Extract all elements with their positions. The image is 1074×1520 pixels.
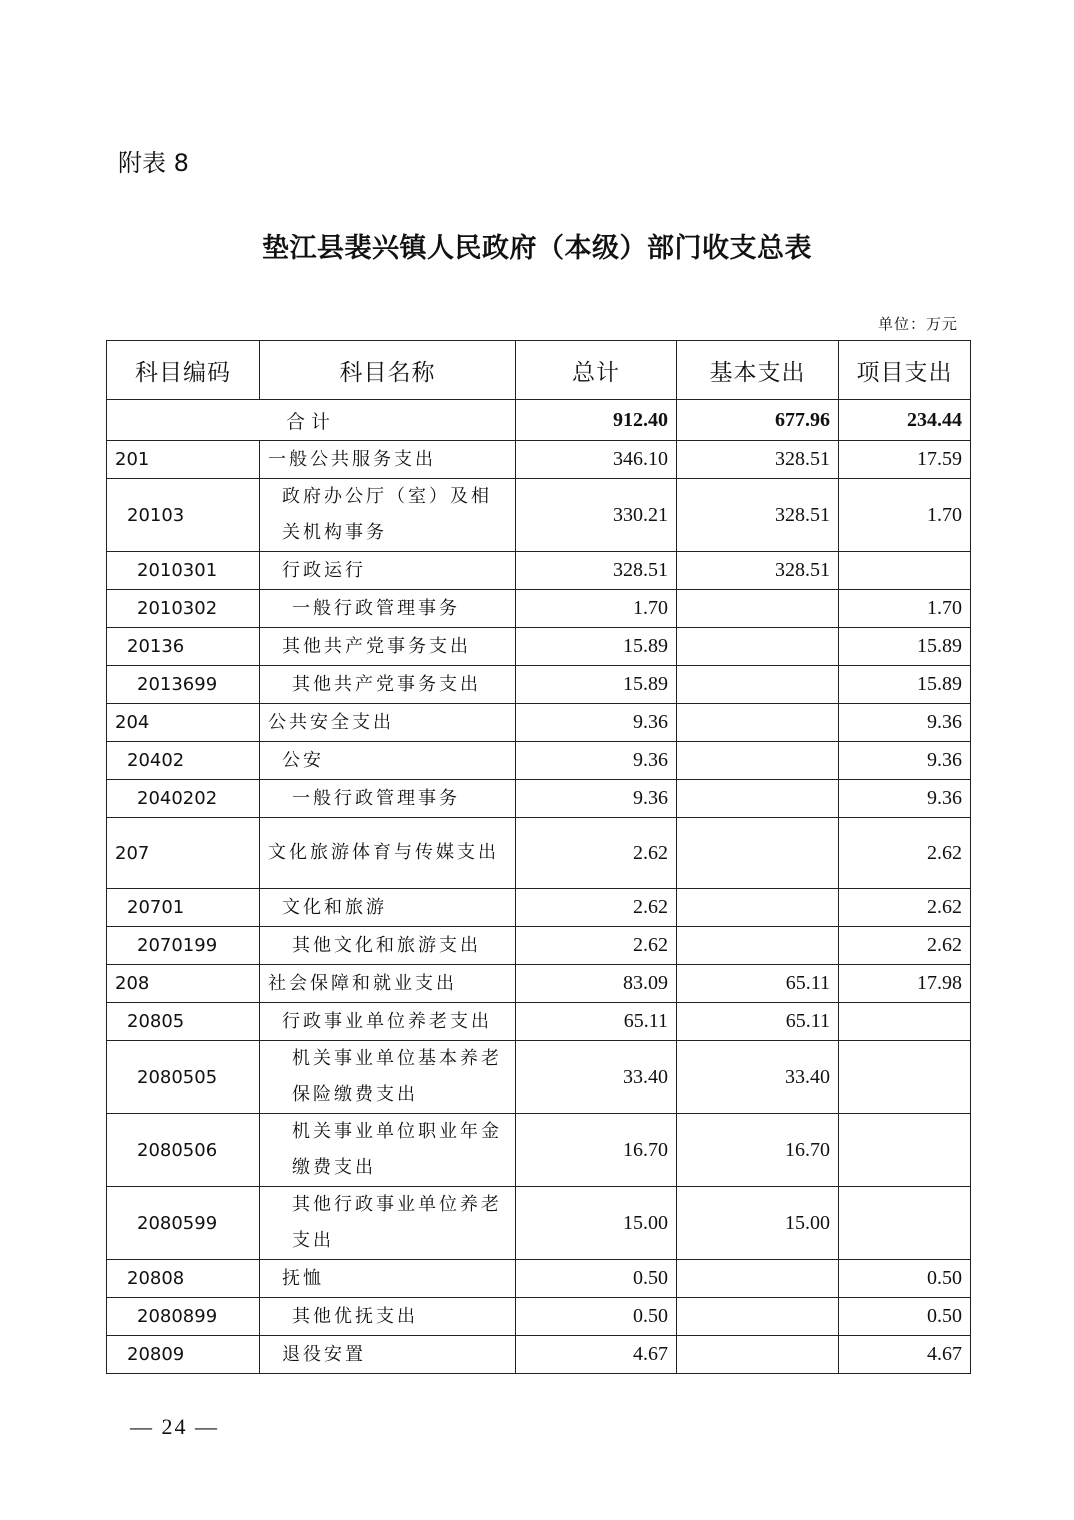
row-project: 1.70 xyxy=(839,590,971,628)
table-header-row xyxy=(107,341,971,400)
table-row xyxy=(107,965,971,1003)
row-project: 9.36 xyxy=(839,742,971,780)
row-name: 文化旅游体育与传媒支出 xyxy=(260,818,516,889)
row-total: 9.36 xyxy=(516,704,677,742)
table-row xyxy=(107,704,971,742)
row-total: 15.89 xyxy=(516,628,677,666)
row-total: 1.70 xyxy=(516,590,677,628)
row-basic: 15.00 xyxy=(677,1187,839,1260)
row-code: 2080505 xyxy=(107,1041,260,1114)
row-basic xyxy=(677,818,839,889)
header-project: 项目支出 xyxy=(839,341,971,400)
row-name: 其他共产党事务支出 xyxy=(260,628,516,666)
table-row xyxy=(107,780,971,818)
row-project: 2.62 xyxy=(839,927,971,965)
row-basic xyxy=(677,704,839,742)
row-name: 一般行政管理事务 xyxy=(260,780,516,818)
row-project: 4.67 xyxy=(839,1336,971,1374)
header-name: 科目名称 xyxy=(260,341,516,400)
row-code: 2040202 xyxy=(107,780,260,818)
page-number: — 24 — xyxy=(130,1414,219,1439)
table-row xyxy=(107,818,971,889)
table-row xyxy=(107,1336,971,1374)
row-total: 330.21 xyxy=(516,479,677,552)
table-row xyxy=(107,1187,971,1260)
table-row xyxy=(107,441,971,479)
row-name: 公共安全支出 xyxy=(260,704,516,742)
row-name: 一般行政管理事务 xyxy=(260,590,516,628)
row-code: 20701 xyxy=(107,889,260,927)
row-total: 65.11 xyxy=(516,1003,677,1041)
header-basic: 基本支出 xyxy=(677,341,839,400)
row-code: 20805 xyxy=(107,1003,260,1041)
row-name: 一般公共服务支出 xyxy=(260,441,516,479)
row-code: 207 xyxy=(107,818,260,889)
row-total: 328.51 xyxy=(516,552,677,590)
row-project: 0.50 xyxy=(839,1260,971,1298)
table-row xyxy=(107,1260,971,1298)
row-code: 208 xyxy=(107,965,260,1003)
row-project: 9.36 xyxy=(839,780,971,818)
total-label: 合计 xyxy=(107,400,516,441)
row-name: 社会保障和就业支出 xyxy=(260,965,516,1003)
row-code: 204 xyxy=(107,704,260,742)
row-code: 2080599 xyxy=(107,1187,260,1260)
row-basic: 328.51 xyxy=(677,479,839,552)
row-project: 15.89 xyxy=(839,666,971,704)
row-code: 2010301 xyxy=(107,552,260,590)
total-total: 912.40 xyxy=(516,400,677,441)
table-row xyxy=(107,742,971,780)
row-total: 2.62 xyxy=(516,818,677,889)
row-total: 15.89 xyxy=(516,666,677,704)
row-project: 15.89 xyxy=(839,628,971,666)
row-total: 33.40 xyxy=(516,1041,677,1114)
row-name: 政府办公厅（室）及相关机构事务 xyxy=(260,479,516,552)
unit-label: 单位：万元 xyxy=(877,315,958,333)
attachment-label: 附表 8 xyxy=(118,149,189,177)
row-basic xyxy=(677,628,839,666)
total-project: 234.44 xyxy=(839,400,971,441)
row-name: 行政事业单位养老支出 xyxy=(260,1003,516,1041)
row-code: 2080899 xyxy=(107,1298,260,1336)
row-code: 20809 xyxy=(107,1336,260,1374)
row-project xyxy=(839,1114,971,1187)
row-total: 0.50 xyxy=(516,1260,677,1298)
row-basic xyxy=(677,1298,839,1336)
row-code: 20136 xyxy=(107,628,260,666)
row-name: 公安 xyxy=(260,742,516,780)
row-basic: 65.11 xyxy=(677,1003,839,1041)
row-code: 2070199 xyxy=(107,927,260,965)
row-code: 20103 xyxy=(107,479,260,552)
row-name: 其他优抚支出 xyxy=(260,1298,516,1336)
row-basic xyxy=(677,1260,839,1298)
table-row xyxy=(107,1114,971,1187)
row-total: 15.00 xyxy=(516,1187,677,1260)
row-name: 机关事业单位基本养老保险缴费支出 xyxy=(260,1041,516,1114)
row-basic: 328.51 xyxy=(677,441,839,479)
row-basic: 328.51 xyxy=(677,552,839,590)
row-basic xyxy=(677,1336,839,1374)
row-project: 17.59 xyxy=(839,441,971,479)
row-code: 20402 xyxy=(107,742,260,780)
table-row xyxy=(107,479,971,552)
total-basic: 677.96 xyxy=(677,400,839,441)
total-row xyxy=(107,400,971,441)
row-name: 文化和旅游 xyxy=(260,889,516,927)
row-total: 83.09 xyxy=(516,965,677,1003)
row-project xyxy=(839,1187,971,1260)
row-code: 2013699 xyxy=(107,666,260,704)
row-total: 0.50 xyxy=(516,1298,677,1336)
row-project: 1.70 xyxy=(839,479,971,552)
row-project xyxy=(839,1041,971,1114)
row-total: 16.70 xyxy=(516,1114,677,1187)
row-basic xyxy=(677,780,839,818)
row-code: 2080506 xyxy=(107,1114,260,1187)
row-basic: 16.70 xyxy=(677,1114,839,1187)
table-row xyxy=(107,552,971,590)
row-basic: 33.40 xyxy=(677,1041,839,1114)
row-total: 9.36 xyxy=(516,780,677,818)
row-code: 2010302 xyxy=(107,590,260,628)
row-name: 抚恤 xyxy=(260,1260,516,1298)
table-row xyxy=(107,889,971,927)
table-row xyxy=(107,1003,971,1041)
budget-table xyxy=(106,340,971,1374)
row-basic xyxy=(677,927,839,965)
table-row xyxy=(107,666,971,704)
row-basic xyxy=(677,666,839,704)
table-row xyxy=(107,628,971,666)
table-row xyxy=(107,1041,971,1114)
table-row xyxy=(107,590,971,628)
document-title: 垫江县裴兴镇人民政府（本级）部门收支总表 xyxy=(262,233,812,264)
table-row xyxy=(107,927,971,965)
row-name: 退役安置 xyxy=(260,1336,516,1374)
row-name: 其他共产党事务支出 xyxy=(260,666,516,704)
row-total: 2.62 xyxy=(516,889,677,927)
row-basic xyxy=(677,742,839,780)
row-project: 17.98 xyxy=(839,965,971,1003)
row-basic: 65.11 xyxy=(677,965,839,1003)
row-name: 其他文化和旅游支出 xyxy=(260,927,516,965)
row-total: 2.62 xyxy=(516,927,677,965)
row-project xyxy=(839,1003,971,1041)
row-project: 9.36 xyxy=(839,704,971,742)
row-project xyxy=(839,552,971,590)
row-code: 201 xyxy=(107,441,260,479)
row-name: 行政运行 xyxy=(260,552,516,590)
row-project: 0.50 xyxy=(839,1298,971,1336)
row-basic xyxy=(677,590,839,628)
row-project: 2.62 xyxy=(839,818,971,889)
row-total: 9.36 xyxy=(516,742,677,780)
header-code: 科目编码 xyxy=(107,341,260,400)
row-total: 4.67 xyxy=(516,1336,677,1374)
row-name: 机关事业单位职业年金缴费支出 xyxy=(260,1114,516,1187)
row-project: 2.62 xyxy=(839,889,971,927)
row-name: 其他行政事业单位养老支出 xyxy=(260,1187,516,1260)
row-total: 346.10 xyxy=(516,441,677,479)
header-total: 总计 xyxy=(516,341,677,400)
row-code: 20808 xyxy=(107,1260,260,1298)
table-row xyxy=(107,1298,971,1336)
row-basic xyxy=(677,889,839,927)
